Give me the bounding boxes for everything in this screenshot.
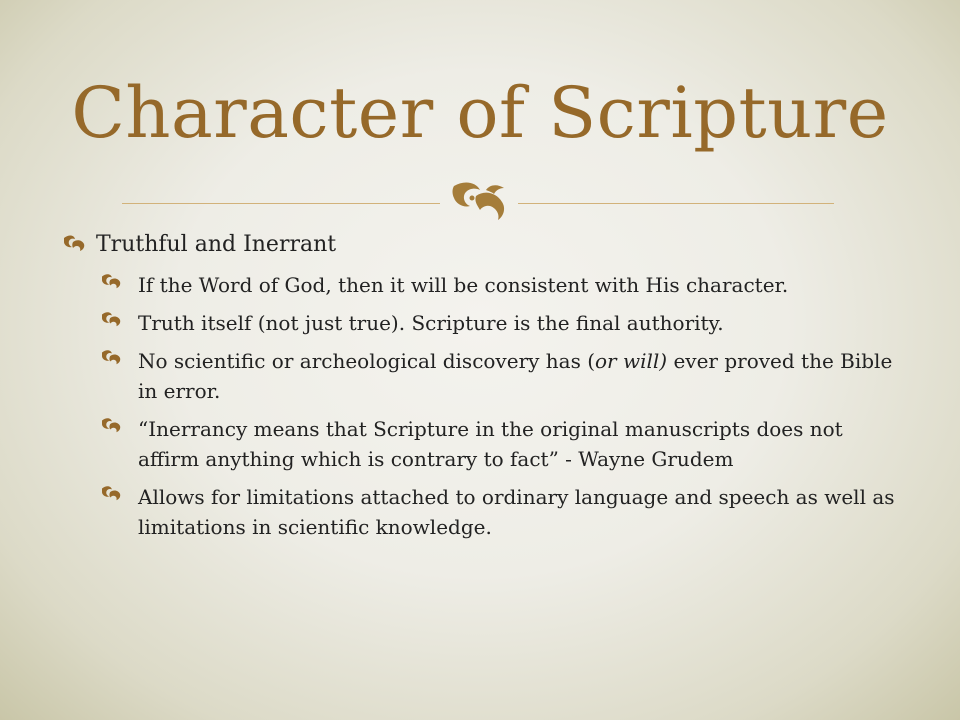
title-divider-right	[518, 203, 834, 204]
heading-bullet-item	[62, 230, 902, 260]
title-divider-left	[122, 203, 440, 204]
fleuron-bullet-icon	[100, 348, 124, 378]
list-item	[62, 270, 902, 300]
list-item	[62, 308, 902, 338]
list-item-text-end: ever proved the Bible in error.	[138, 349, 893, 403]
list-item	[62, 482, 902, 542]
list-item	[62, 414, 902, 474]
fleuron-bullet-icon	[100, 484, 124, 514]
quote-text: “Inerrancy means that Scripture in the original manuscripts does not affirm anything which is contrary to fact” - Wayne Grudem	[138, 417, 843, 471]
list-item-text-start: No scientific or archeological discovery has (	[138, 349, 596, 373]
list-item-text: Allows for limitations attached to ordinary language and speech as well as limitations in scientific knowledge.	[138, 485, 895, 539]
fleuron-icon	[446, 176, 516, 226]
fleuron-bullet-icon	[100, 310, 124, 340]
fleuron-bullet-icon	[62, 233, 86, 263]
section-heading: Truthful and Inerrant	[96, 232, 337, 257]
list-item-text-italic: or will)	[595, 349, 668, 373]
slide-title: Character of Scripture	[71, 72, 889, 154]
list-item-text: Truth itself (not just true). Scripture is the final authority.	[138, 311, 724, 335]
fleuron-bullet-icon	[100, 272, 124, 302]
list-item-text: If the Word of God, then it will be consistent with His character.	[138, 273, 789, 297]
fleuron-bullet-icon	[100, 416, 124, 446]
slide-body	[62, 230, 902, 550]
list-item	[62, 346, 902, 406]
